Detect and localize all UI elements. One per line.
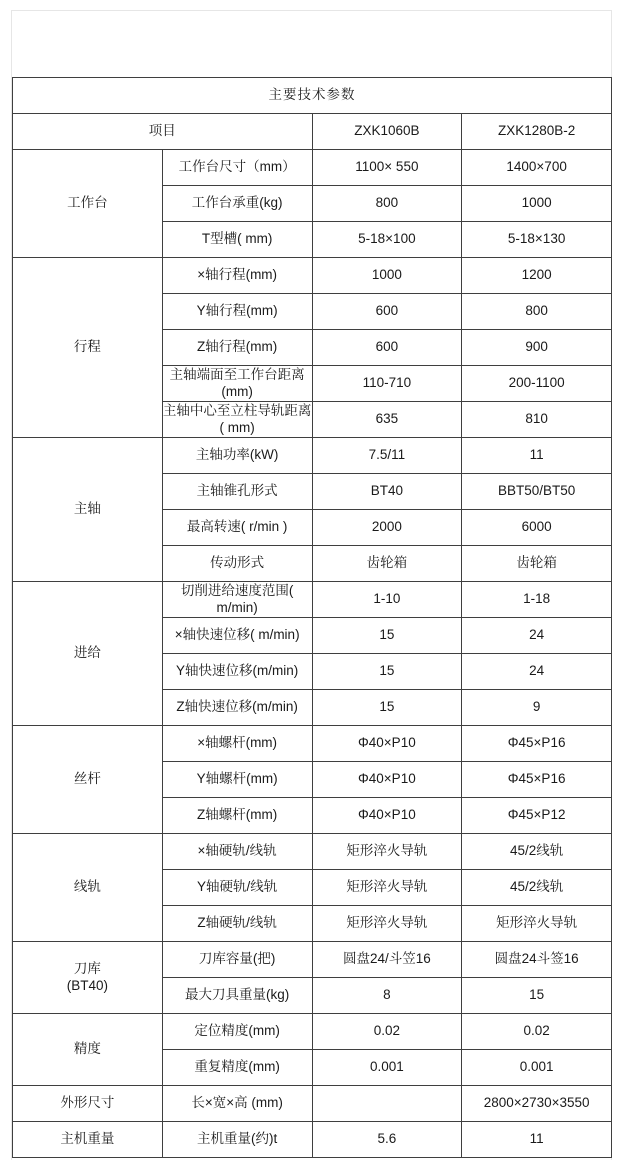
value-cell: 600 [312,330,462,366]
table-row [13,150,612,186]
table-row [13,1014,612,1050]
param-label: Y轴行程(mm) [162,294,312,330]
group-label: 线轨 [13,834,163,942]
param-label: 传动形式 [162,546,312,582]
param-label: 长×宽×高 (mm) [162,1086,312,1122]
param-label: ×轴行程(mm) [162,258,312,294]
value-cell: 圆盘24/斗笠16 [312,942,462,978]
param-label: Y轴螺杆(mm) [162,762,312,798]
value-cell: 0.02 [312,1014,462,1050]
value-cell: 矩形淬火导轨 [312,870,462,906]
value-cell: 8 [312,978,462,1014]
value-cell: 0.001 [462,1050,612,1086]
group-label: 精度 [13,1014,163,1086]
param-label: Z轴螺杆(mm) [162,798,312,834]
group-label: 丝杆 [13,726,163,834]
param-label: 工作台尺寸（mm） [162,150,312,186]
value-cell: 11 [462,1122,612,1158]
param-label: 重复精度(mm) [162,1050,312,1086]
spec-table [12,77,612,1158]
value-cell: 200-1100 [462,366,612,402]
param-label: ×轴硬轨/线轨 [162,834,312,870]
param-label: 最高转速( r/min ) [162,510,312,546]
value-cell: 7.5/11 [312,438,462,474]
value-cell: 600 [312,294,462,330]
value-cell [312,1086,462,1122]
value-cell: 矩形淬火导轨 [462,906,612,942]
param-label: Y轴硬轨/线轨 [162,870,312,906]
param-label: Z轴硬轨/线轨 [162,906,312,942]
param-label: 主轴锥孔形式 [162,474,312,510]
value-cell: 0.02 [462,1014,612,1050]
param-label: 主轴功率(kW) [162,438,312,474]
value-cell: 0.001 [312,1050,462,1086]
value-cell: 矩形淬火导轨 [312,834,462,870]
value-cell: Φ45×P16 [462,762,612,798]
value-cell: 810 [462,402,612,438]
table-row [13,582,612,618]
value-cell: 24 [462,618,612,654]
param-label: 最大刀具重量(kg) [162,978,312,1014]
table-title: 主要技术参数 [13,78,612,114]
value-cell: 2000 [312,510,462,546]
value-cell: 1000 [312,258,462,294]
param-label: ×轴螺杆(mm) [162,726,312,762]
value-cell: 800 [312,186,462,222]
param-label: 刀库容量(把) [162,942,312,978]
value-cell: 1100× 550 [312,150,462,186]
param-label: 工作台承重(kg) [162,186,312,222]
value-cell: 635 [312,402,462,438]
value-cell: 5-18×130 [462,222,612,258]
param-label: Z轴行程(mm) [162,330,312,366]
table-row [13,258,612,294]
table-header-row [13,114,612,150]
param-label: 主轴端面至工作台距离(mm) [162,366,312,402]
value-cell: BT40 [312,474,462,510]
table-row [13,1086,612,1122]
group-label: 主轴 [13,438,163,582]
value-cell: 15 [312,654,462,690]
param-label: T型槽( mm) [162,222,312,258]
value-cell: 45/2线轨 [462,870,612,906]
value-cell: 1-18 [462,582,612,618]
param-label: 主轴中心至立柱导轨距离( mm) [162,402,312,438]
value-cell: 15 [312,618,462,654]
group-label: 外形尺寸 [13,1086,163,1122]
table-row [13,726,612,762]
value-cell: 6000 [462,510,612,546]
group-label: 刀库 (BT40) [13,942,163,1014]
value-cell: Φ45×P16 [462,726,612,762]
header-model-2: ZXK1280B-2 [462,114,612,150]
value-cell: 1-10 [312,582,462,618]
table-title-row [13,78,612,114]
table-row [13,834,612,870]
value-cell: 矩形淬火导轨 [312,906,462,942]
value-cell: 110-710 [312,366,462,402]
group-label: 主机重量 [13,1122,163,1158]
value-cell: Φ40×P10 [312,762,462,798]
group-label: 行程 [13,258,163,438]
param-label: 主机重量(约)t [162,1122,312,1158]
value-cell: 24 [462,654,612,690]
header-item-label: 项目 [13,114,313,150]
value-cell: 900 [462,330,612,366]
value-cell: Φ45×P12 [462,798,612,834]
value-cell: BBT50/BT50 [462,474,612,510]
value-cell: 齿轮箱 [312,546,462,582]
value-cell: 15 [312,690,462,726]
value-cell: 圆盘24斗签16 [462,942,612,978]
value-cell: 9 [462,690,612,726]
value-cell: 15 [462,978,612,1014]
value-cell: Φ40×P10 [312,726,462,762]
value-cell: 1400×700 [462,150,612,186]
table-row [13,1122,612,1158]
param-label: ×轴快速位移( m/min) [162,618,312,654]
value-cell: 齿轮箱 [462,546,612,582]
value-cell: 1200 [462,258,612,294]
value-cell: 45/2线轨 [462,834,612,870]
value-cell: Φ40×P10 [312,798,462,834]
group-label: 工作台 [13,150,163,258]
table-row [13,942,612,978]
value-cell: 5.6 [312,1122,462,1158]
value-cell: 800 [462,294,612,330]
value-cell: 11 [462,438,612,474]
header-model-1: ZXK1060B [312,114,462,150]
table-row [13,438,612,474]
param-label: Z轴快速位移(m/min) [162,690,312,726]
param-label: 定位精度(mm) [162,1014,312,1050]
param-label: Y轴快速位移(m/min) [162,654,312,690]
value-cell: 1000 [462,186,612,222]
value-cell: 5-18×100 [312,222,462,258]
param-label: 切削进给速度范围( m/min) [162,582,312,618]
value-cell: 2800×2730×3550 [462,1086,612,1122]
group-label: 进给 [13,582,163,726]
